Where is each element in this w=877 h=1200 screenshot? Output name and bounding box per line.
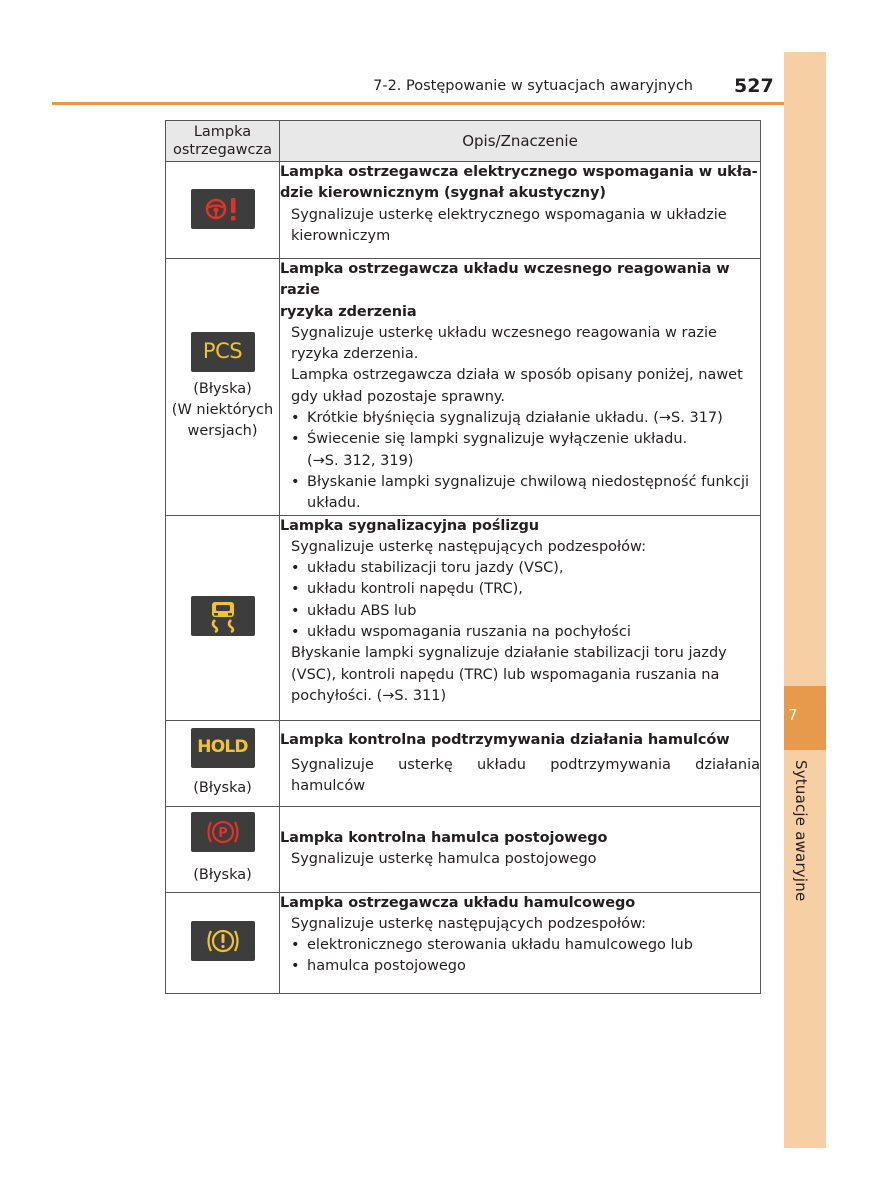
lamp-cell <box>166 806 280 892</box>
table-row <box>166 162 761 259</box>
lamp-cell <box>166 720 280 806</box>
lamp-cell <box>166 259 280 516</box>
list-item: • układu kontroli napędu (TRC), <box>291 581 523 598</box>
warning-lamp-table <box>165 120 761 994</box>
list-item: • Krótkie błyśnięcia sygnalizują działanie układu. (→S. 317) <box>291 410 723 427</box>
lamp-caption: (Błyska) <box>193 867 252 884</box>
list-item: • Świecenie się lampki sygnalizuje wyłączenie układu. (→S. 312, 319) <box>291 431 688 469</box>
page-number: 527 <box>734 75 774 97</box>
list-item: • elektronicznego sterowania układu hamulcowego lub <box>291 937 693 954</box>
list-item: • układu ABS lub <box>291 602 417 619</box>
list-item: • Błyskanie lampki sygnalizuje chwilową niedostępność funkcji układu. <box>291 473 750 512</box>
table-row <box>166 720 761 806</box>
lamp-caption: (W niektórych <box>171 401 274 418</box>
svg-text:P: P <box>217 826 228 842</box>
description-cell: Lampka ostrzegawcza układu hamulcowego Sygnalizuje usterkę następujących podzespołów: • elektronicznego sterowania układu hamulcowego lub • hamulca postojowego <box>280 892 761 993</box>
column-header-lamp: Lampka ostrzegawcza <box>166 121 280 162</box>
table-header-row <box>166 121 761 162</box>
hold-icon: HOLD <box>191 728 255 768</box>
lamp-cell <box>166 162 280 259</box>
table-row <box>166 259 761 516</box>
table-row <box>166 892 761 993</box>
section-title: 7-2. Postępowanie w sytuacjach awaryjnych <box>373 78 693 94</box>
description-cell: Lampka kontrolna podtrzymywania działania hamulców Sygnalizuje usterkę układu podtrzymywania działania hamulców <box>280 720 761 806</box>
list-item: • hamulca postojowego <box>291 958 466 975</box>
slip-indicator-icon <box>191 596 255 636</box>
chapter-title: Sytuacje awaryjne <box>792 760 810 902</box>
column-header-description: Opis/Znaczenie <box>280 121 761 162</box>
lamp-cell <box>166 515 280 720</box>
list-item: • układu wspomagania ruszania na pochyłości <box>291 624 631 641</box>
table-row <box>166 806 761 892</box>
brake-system-icon <box>191 921 255 961</box>
steering-warning-icon <box>191 189 255 229</box>
lamp-caption: (Błyska) <box>193 380 252 397</box>
description-cell: Lampka sygnalizacyjna poślizgu Sygnalizuje usterkę następujących podzespołów: • układu stabilizacji toru jazdy (VSC), • układu kontroli napędu (TRC), • układu ABS lub • układu wspomagania ruszania na pochyłości Błyskanie lampki sygnalizuje działanie stabilizacji toru jazdy (VSC), kontroli napędu (TRC) lub wspomagania ruszania na pochyłości. (→S. 311) <box>280 515 761 720</box>
lamp-cell <box>166 892 280 993</box>
parking-brake-icon <box>191 812 255 852</box>
description-cell: Lampka ostrzegawcza elektrycznego wspomagania w ukła- dzie kierownicznym (sygnał akustyczny) Sygnalizuje usterkę elektrycznego wspomagania w układzie kierowniczym <box>280 162 761 259</box>
pcs-icon: PCS <box>191 332 255 372</box>
side-tab <box>784 52 826 1148</box>
table-row <box>166 515 761 720</box>
lamp-caption: wersjach) <box>187 422 258 439</box>
header-rule <box>52 102 784 105</box>
chapter-number: 7 <box>788 706 798 724</box>
description-cell: Lampka ostrzegawcza układu wczesnego reagowania w razie ryzyka zderzenia Sygnalizuje usterkę układu wczesnego reagowania w razie ryzyka zderzenia. Lampka ostrzegawcza działa w sposób opisany poniżej, nawet gdy układ pozostaje sprawny. • Krótkie błyśnięcia sygnalizują działanie układu. (→S. 317) • Świecenie się lampki sygnalizuje wyłączenie układu. (→S. 312, 319) • Błyskanie lampki sygnalizuje chwilową niedostępność funkcji układu. <box>280 259 761 516</box>
description-cell: Lampka kontrolna hamulca postojowego Sygnalizuje usterkę hamulca postojowego <box>280 806 761 892</box>
list-item: • układu stabilizacji toru jazdy (VSC), <box>291 560 564 577</box>
lamp-caption: (Błyska) <box>193 779 252 796</box>
